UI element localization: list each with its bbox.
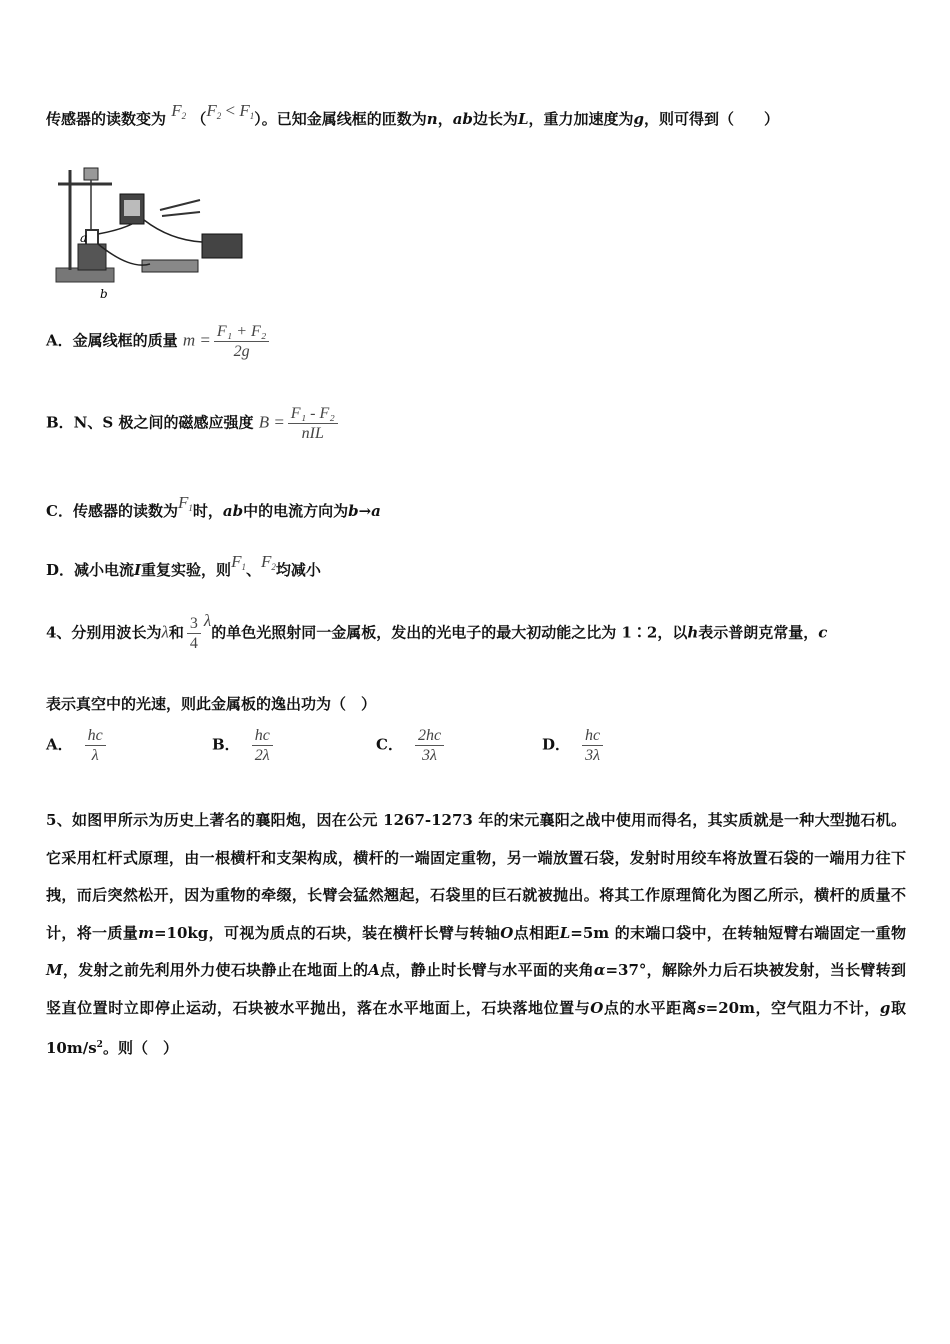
option-d-f1: $F_1$ [231,552,246,572]
option-b-lhs: B = [258,412,285,432]
option-a [46,322,272,361]
option-c-direction: b→a [348,502,381,520]
q3-stem-line: 传感器的读数变为 $F_2$ $(F_2 < F_1)$。已知金属线框的匝数为n，ab边长为L，重力加速度为g，则可得到（ ） [46,101,780,128]
q3-L: L [517,110,529,128]
q3-compare: $F_2 < F_1$ [206,101,255,121]
q3-paren: （ [191,110,207,128]
figure-label-b: b [100,287,108,300]
option-a-fraction: $\frac{\text{F₁ + F₂}}{2g}$ [214,322,269,361]
q4-text-2: 的单色光照射同一金属板，发出的光电子的最大初动能之比为 1∶2，以 [211,623,688,642]
q4-text-1: 4、分别用波长为 [46,623,162,642]
q4-lambda-2: λ [203,610,212,630]
q3-n: n [426,110,438,128]
q4-option-b: B． $\frac{hc}{2\lambda}$ [212,726,276,765]
q3-g: g [633,110,644,128]
q3-text-2: ）。已知金属线框的匝数为 [254,110,427,128]
q4-stem-line1: 4、分别用波长为λ和 $\frac{3}{4}$ λ的单色光照射同一金属板，发出的光电子的最大初动能之比为 1∶2，以h表示普朗克常量，c [46,610,828,652]
q4-option-a: A． $\frac{hc}{\lambda}$ [46,726,109,765]
option-c-f1: $F_1$ [177,493,193,513]
q3-ab: ab [452,110,473,128]
apparatus-figure [50,160,260,300]
q3-text-1: 传感器的读数变为 [46,110,167,128]
q4-stem-line2: 表示真空中的光速，则此金属板的逸出功为（ ） [46,695,377,713]
option-a-label: A．金属线框的质量 [46,331,178,350]
option-c-label: C．传感器的读数为 [46,502,178,520]
option-b [46,404,341,443]
q4-fraction: $\frac{3}{4}$ [187,614,201,653]
q3-text-end: ，则可得到（ ） [644,110,780,128]
option-b-label: B．N、S 极之间的磁感应强度 [46,413,254,432]
q4-option-d: D． $\frac{hc}{3\lambda}$ [542,726,606,765]
option-c-ab: ab [222,502,244,520]
option-d: D．减小电流I重复实验，则$F_1$、$F_2$均减小 [46,552,321,579]
option-c: C．传感器的读数为$F_1$时，ab中的电流方向为b→a [46,493,381,520]
option-d-f2: $F_2$ [260,552,276,572]
q4-option-c: C． $\frac{2hc}{3\lambda}$ [376,726,447,765]
q4-lambda: λ [161,622,169,642]
option-a-lhs: m = [182,330,211,350]
q5-paragraph: 5、如图甲所示为历史上著名的襄阳炮，因在公元 1267-1273 年的宋元襄阳之战中使用而得名，其实质就是一种大型抛石机。它采用杠杆式原理，由一根横杆和支架构成，横杆的一端固定重物，另一端放置石袋，发射时用绞车将放置石袋的一端用力往下拽，而后突然松开，因为重物的牵缀，长臂会猛然翘起，石袋里的巨石就被抛出。将其工作原理简化为图乙所示，横杆的质量不计，将一质量m=10kg，可视为质点的石块，装在横杆长臂与转轴O点相距L=5m 的末端口袋中，在转轴短臂右端固定一重物M，发射之前先利用外力使石块静止在地面上的A点，静止时长臂与水平面的夹角α=37°，解除外力后石块被发射，当长臂转到竖直位置时立即停止运动，石块被水平抛出，落在水平地面上，石块落地位置与O点的水平距离s=20m，空气阻力不计，g取 $10m/s^2$。则（ ） [46,811,906,1057]
figure-label-a: a [80,231,88,245]
q3-f2: $F_2$ [171,101,187,121]
option-d-I: I [134,561,142,579]
q4-h: h [687,623,699,642]
option-b-fraction: $\frac{\text{F₁ - F₂}}{\text{nIL}}$ [288,404,338,443]
option-d-label: D．减小电流 [46,561,135,579]
q4-c: c [818,623,828,642]
